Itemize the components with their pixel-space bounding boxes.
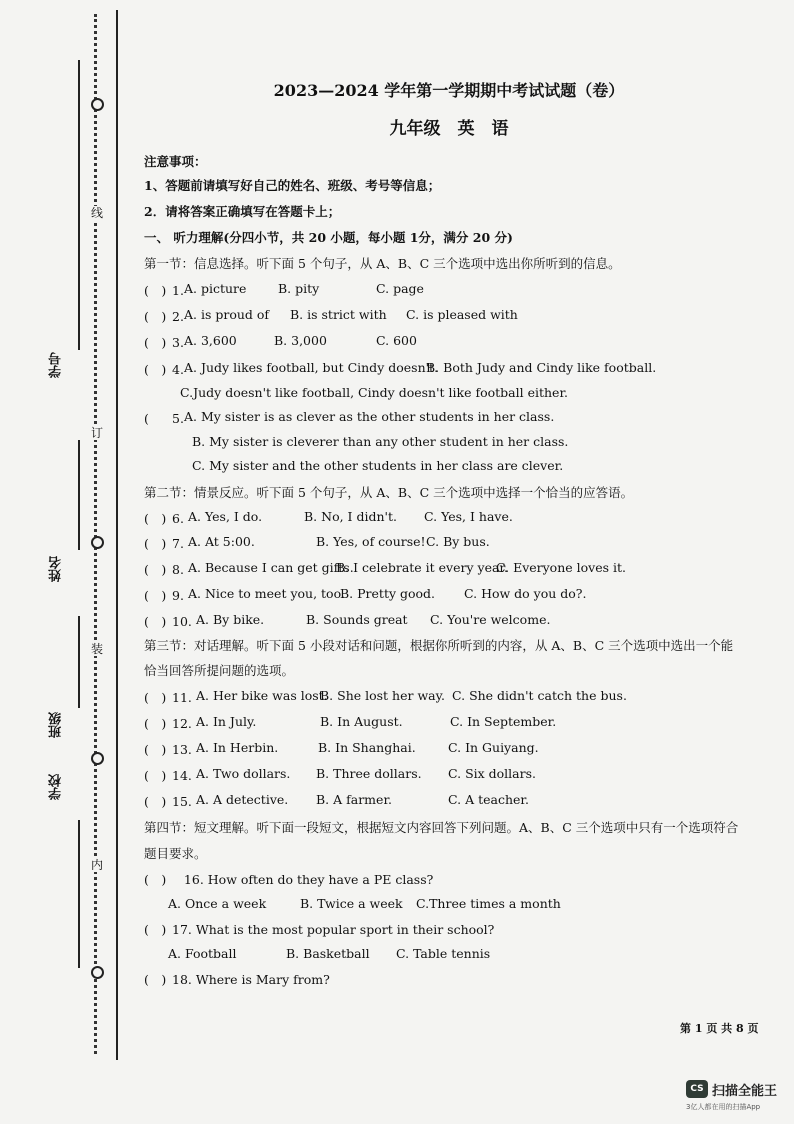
name-fill-line[interactable] bbox=[78, 440, 80, 550]
q3-option-b[interactable]: B. 3,000 bbox=[274, 333, 327, 348]
question-12: ( ) 12. bbox=[144, 716, 192, 731]
q12-option-b[interactable]: B. In August. bbox=[320, 714, 403, 729]
q2-option-c[interactable]: C. is pleased with bbox=[406, 307, 518, 322]
q5-option-a[interactable]: A. My sister is as clever as the other students in her class. bbox=[184, 409, 555, 424]
q3-option-a[interactable]: A. 3,600 bbox=[184, 333, 237, 348]
q9-option-a[interactable]: A. Nice to meet you, too. bbox=[188, 586, 345, 601]
section1-instruction: 第一节：信息选择。听下面 5 个句子，从 A、B、C 三个选项中选出你所听到的信息。 bbox=[144, 256, 621, 271]
q10-option-b[interactable]: B. Sounds great bbox=[306, 612, 408, 627]
question-15: ( ) 15. bbox=[144, 794, 192, 809]
cut-dotted-line bbox=[94, 14, 107, 1054]
q1-option-a[interactable]: A. picture bbox=[184, 281, 247, 296]
q16-option-a[interactable]: A. Once a week bbox=[168, 896, 267, 911]
q4-option-c[interactable]: C.Judy doesn't like football, Cindy doesn't like football either. bbox=[180, 385, 569, 400]
q6-option-b[interactable]: B. No, I didn't. bbox=[304, 509, 397, 524]
q13-option-a[interactable]: A. In Herbin. bbox=[196, 740, 279, 755]
question-6: ( ) 6. bbox=[144, 511, 184, 526]
circle-marker bbox=[91, 966, 104, 979]
exam-title: 2023—2024 学年第一学期期中考试试题（卷） bbox=[273, 81, 625, 100]
note-item: 1、答题前请填写好自己的姓名、班级、考号等信息； bbox=[144, 178, 441, 193]
question-2: ( ) 2. bbox=[144, 309, 184, 324]
q3-option-c[interactable]: C. 600 bbox=[376, 333, 417, 348]
question-10: ( ) 10. bbox=[144, 614, 192, 629]
q9-option-b[interactable]: B. Pretty good. bbox=[340, 586, 436, 601]
q6-option-a[interactable]: A. Yes, I do. bbox=[188, 509, 263, 524]
school-fill-line[interactable] bbox=[78, 820, 80, 968]
section2-instruction: 第二节：情景反应。听下面 5 个句子，从 A、B、C 三个选项中选择一个恰当的应答语。 bbox=[144, 485, 634, 500]
q8-option-b[interactable]: B. I celebrate it every year. bbox=[336, 560, 509, 575]
q1-option-c[interactable]: C. page bbox=[376, 281, 424, 296]
question-1: ( ) 1. bbox=[144, 283, 184, 298]
class-fill-line[interactable] bbox=[78, 616, 80, 708]
binding-margin bbox=[0, 0, 118, 1124]
q11-option-b[interactable]: B. She lost her way. bbox=[320, 688, 445, 703]
binding-char-zhuang: 装 bbox=[91, 642, 104, 656]
q6-option-c[interactable]: C. Yes, I have. bbox=[424, 509, 513, 524]
q12-option-a[interactable]: A. In July. bbox=[196, 714, 257, 729]
q1-option-b[interactable]: B. pity bbox=[278, 281, 320, 296]
q2-option-a[interactable]: A. is proud of bbox=[184, 307, 270, 322]
q13-option-b[interactable]: B. In Shanghai. bbox=[318, 740, 416, 755]
q5-option-b[interactable]: B. My sister is cleverer than any other student in her class. bbox=[192, 434, 569, 449]
q4-option-b[interactable]: B. Both Judy and Cindy like football. bbox=[426, 360, 657, 375]
question-17: ( ) 17. What is the most popular sport in their school? bbox=[144, 922, 495, 937]
question-3: ( ) 3. bbox=[144, 335, 184, 350]
question-8: ( ) 8. bbox=[144, 562, 184, 577]
section3-instruction: 第三节：对话理解。听下面 5 小段对话和问题，根据你所听到的内容，从 A、B、C 三个选项中选出一个能 bbox=[144, 638, 734, 653]
q7-option-c[interactable]: C. By bus. bbox=[426, 534, 490, 549]
q17-option-b[interactable]: B. Basketball bbox=[286, 946, 370, 961]
q14-option-b[interactable]: B. Three dollars. bbox=[316, 766, 422, 781]
class-label: 班级 bbox=[49, 712, 64, 738]
q17-option-a[interactable]: A. Football bbox=[168, 946, 237, 961]
q14-option-a[interactable]: A. Two dollars. bbox=[196, 766, 291, 781]
student-id-fill-line[interactable] bbox=[78, 60, 80, 350]
q7-option-a[interactable]: A. At 5:00. bbox=[188, 534, 255, 549]
binding-rule bbox=[116, 10, 118, 1060]
q4-option-a[interactable]: A. Judy likes football, but Cindy doesn't. bbox=[184, 360, 439, 375]
camscanner-logo-icon: CS bbox=[686, 1080, 708, 1098]
q2-option-b[interactable]: B. is strict with bbox=[290, 307, 387, 322]
q12-option-c[interactable]: C. In September. bbox=[450, 714, 557, 729]
q17-option-c[interactable]: C. Table tennis bbox=[396, 946, 491, 961]
q11-option-a[interactable]: A. Her bike was lost. bbox=[196, 688, 328, 703]
page-number: 第 1 页 共 8 页 bbox=[680, 1022, 759, 1035]
q16-option-c[interactable]: C.Three times a month bbox=[416, 896, 561, 911]
section3-instruction-cont: 恰当回答所提问题的选项。 bbox=[144, 663, 295, 678]
question-4: ( ) 4. bbox=[144, 362, 184, 377]
q15-option-c[interactable]: C. A teacher. bbox=[448, 792, 529, 807]
question-13: ( ) 13. bbox=[144, 742, 192, 757]
circle-marker bbox=[91, 752, 104, 765]
question-14: ( ) 14. bbox=[144, 768, 192, 783]
question-9: ( ) 9. bbox=[144, 588, 184, 603]
section4-instruction-cont: 题目要求。 bbox=[144, 846, 207, 861]
exam-subtitle: 九年级 英 语 bbox=[389, 119, 509, 139]
q14-option-c[interactable]: C. Six dollars. bbox=[448, 766, 536, 781]
question-11: ( ) 11. bbox=[144, 690, 192, 705]
question-7: ( ) 7. bbox=[144, 536, 184, 551]
q15-option-b[interactable]: B. A farmer. bbox=[316, 792, 393, 807]
circle-marker bbox=[91, 536, 104, 549]
scanner-watermark bbox=[686, 1078, 786, 1118]
q13-option-c[interactable]: C. In Guiyang. bbox=[448, 740, 539, 755]
part1-heading: 一、 听力理解(分四小节，共 20 小题，每小题 1分，满分 20 分) bbox=[144, 230, 513, 245]
scanner-app-tagline: 3亿人都在用的扫描App bbox=[686, 1103, 761, 1111]
question-16: ( ) 16. How often do they have a PE class? bbox=[144, 872, 434, 887]
school-label: 学校 bbox=[49, 774, 64, 800]
q11-option-c[interactable]: C. She didn't catch the bus. bbox=[452, 688, 627, 703]
scanner-app-name: 扫描全能王 bbox=[712, 1084, 778, 1099]
q10-option-a[interactable]: A. By bike. bbox=[196, 612, 265, 627]
binding-char-xian: 线 bbox=[91, 206, 104, 220]
circle-marker bbox=[91, 98, 104, 111]
binding-char-ding: 订 bbox=[91, 426, 104, 440]
q8-option-a[interactable]: A. Because I can get gifts. bbox=[188, 560, 354, 575]
q9-option-c[interactable]: C. How do you do?. bbox=[464, 586, 587, 601]
section4-instruction: 第四节：短文理解。听下面一段短文，根据短文内容回答下列问题。A、B、C 三个选项中只有一个选项符合 bbox=[144, 820, 739, 835]
binding-char-nei: 内 bbox=[91, 858, 104, 872]
q5-option-c[interactable]: C. My sister and the other students in her class are clever. bbox=[192, 458, 564, 473]
q15-option-a[interactable]: A. A detective. bbox=[196, 792, 289, 807]
question-18: ( ) 18. Where is Mary from? bbox=[144, 972, 330, 987]
q10-option-c[interactable]: C. You're welcome. bbox=[430, 612, 551, 627]
name-label: 姓名 bbox=[49, 556, 64, 582]
notes-heading: 注意事项： bbox=[144, 154, 207, 169]
note-item: 2．请将答案正确填写在答题卡上； bbox=[144, 204, 341, 219]
q16-option-b[interactable]: B. Twice a week bbox=[300, 896, 403, 911]
q7-option-b[interactable]: B. Yes, of course! bbox=[316, 534, 426, 549]
question-5: ( 5. bbox=[144, 411, 184, 426]
q8-option-c[interactable]: C. Everyone loves it. bbox=[496, 560, 626, 575]
student-id-label: 学号 bbox=[49, 352, 64, 378]
